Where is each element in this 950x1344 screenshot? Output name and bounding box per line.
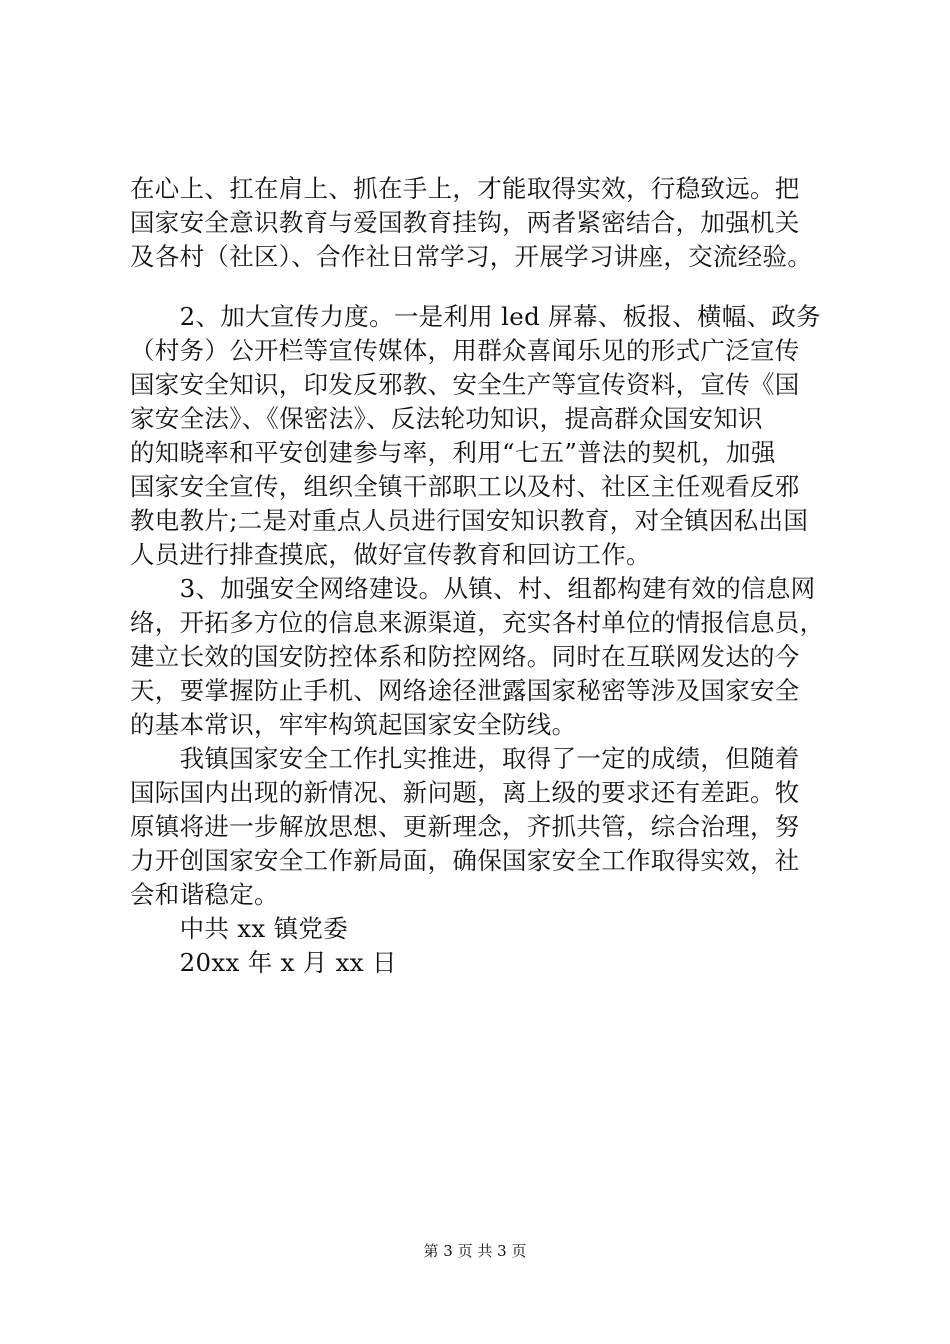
body-text-line: 的知晓率和平安创建参与率，利用“七五”普法的契机，加强 bbox=[130, 438, 776, 467]
page-number-footer: 第 3 页 共 3 页 bbox=[423, 1242, 527, 1260]
body-text-line: 3、加强安全网络建设。从镇、村、组都构建有效的信息网 bbox=[130, 574, 816, 603]
body-text-line: 原镇将进一步解放思想、更新理念，齐抓共管，综合治理，努 bbox=[130, 812, 800, 841]
body-text-line: 力开创国家安全工作新局面，确保国家安全工作取得实效，社 bbox=[130, 846, 800, 875]
body-text-line: 在心上、扛在肩上、抓在手上，才能取得实效，行稳致远。把 bbox=[130, 174, 800, 203]
body-text-line: 络，开拓多方位的信息来源渠道，充实各村单位的情报信息员， bbox=[130, 608, 825, 637]
body-text-line: 会和谐稳定。 bbox=[130, 880, 279, 909]
body-text-line: 的基本常识，牢牢构筑起国家安全防线。 bbox=[130, 710, 577, 739]
body-text-line: 国家安全意识教育与爱国教育挂钩，两者紧密结合，加强机关 bbox=[130, 208, 800, 237]
body-text-line: 国家安全宣传，组织全镇干部职工以及村、社区主任观看反邪 bbox=[130, 472, 800, 501]
body-text-line: （村务）公开栏等宣传媒体，用群众喜闻乐见的形式广泛宣传 bbox=[130, 336, 800, 365]
body-text-line: 国际国内出现的新情况、新问题，离上级的要求还有差距。牧 bbox=[130, 778, 800, 807]
signature-date: 20xx 年 x 月 xx 日 bbox=[130, 948, 397, 977]
body-text-line: 2、加大宣传力度。一是利用 led 屏幕、板报、横幅、政务 bbox=[130, 302, 821, 331]
body-text-line: 我镇国家安全工作扎实推进，取得了一定的成绩，但随着 bbox=[130, 744, 800, 773]
body-text-line: 建立长效的国安防控体系和防控网络。同时在互联网发达的今 bbox=[130, 642, 800, 671]
body-text-line: 国家安全知识，印发反邪教、安全生产等宣传资料，宣传《国 bbox=[130, 370, 800, 399]
body-text-line: 教电教片;二是对重点人员进行国安知识教育，对全镇因私出国 bbox=[130, 506, 809, 535]
body-text-line: 家安全法》、《保密法》、反法轮功知识，提高群众国安知识 bbox=[130, 404, 763, 433]
body-text-line: 及各村（社区）、合作社日常学习，开展学习讲座，交流经验。 bbox=[130, 242, 813, 271]
body-text-line: 人员进行排查摸底，做好宣传教育和回访工作。 bbox=[130, 540, 651, 569]
signature-organization: 中共 xx 镇党委 bbox=[130, 914, 349, 943]
body-text-line: 天，要掌握防止手机、网络途径泄露国家秘密等涉及国家安全 bbox=[130, 676, 800, 705]
